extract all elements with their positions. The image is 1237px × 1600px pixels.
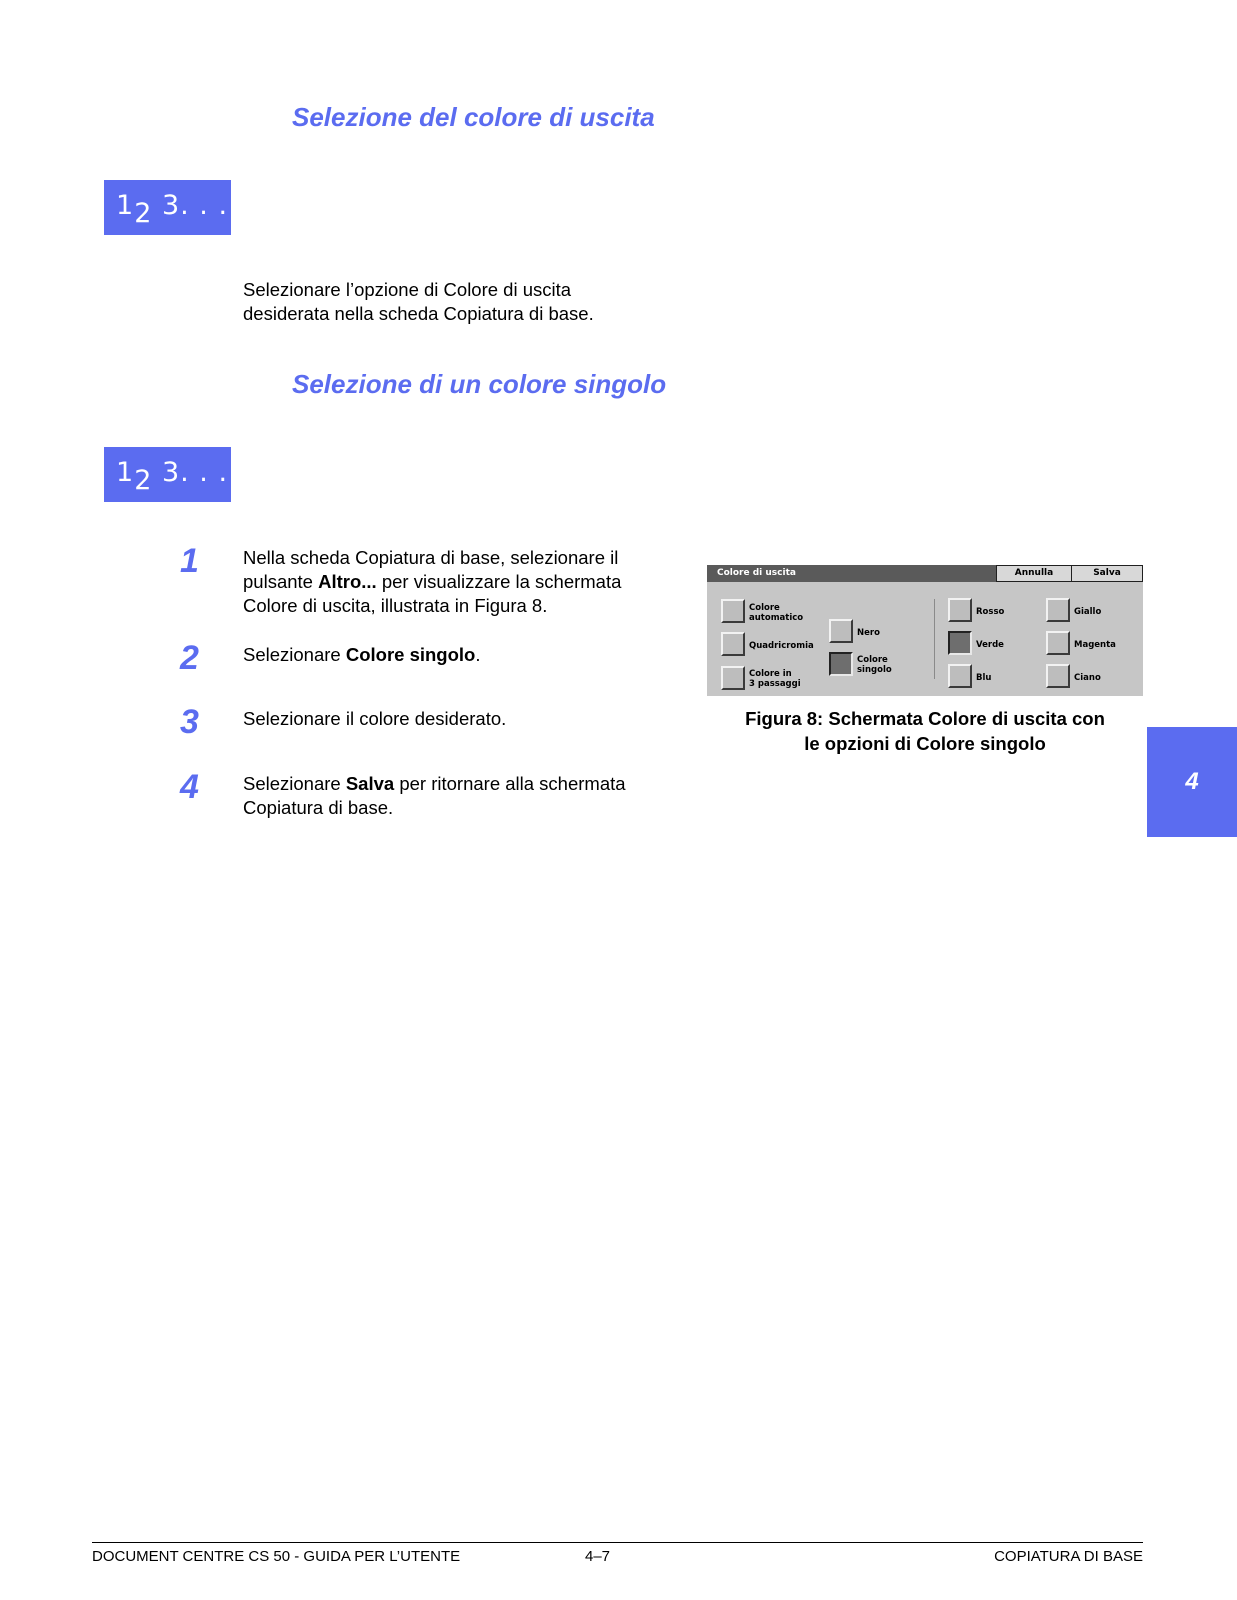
magenta-label: Magenta xyxy=(1074,640,1116,650)
footer-page-number: 4–7 xyxy=(585,1548,611,1565)
procedure-icon xyxy=(104,180,231,235)
red-label: Rosso xyxy=(976,607,1005,617)
black-button[interactable] xyxy=(829,619,853,643)
procedure-icon xyxy=(104,447,231,502)
step-text-run: per ritornare alla schermata xyxy=(394,773,626,794)
step-text-run: . xyxy=(475,644,481,665)
output-color-screen xyxy=(707,565,1143,696)
cyan-label: Ciano xyxy=(1074,673,1101,683)
figure-caption: Figura 8: Schermata Colore di uscita con le opzioni di Colore singolo xyxy=(745,708,1105,754)
step-text-run: Copiatura di base. xyxy=(243,797,394,818)
step-text-run: per visualizzare la schermata xyxy=(376,571,622,592)
auto-color-button[interactable] xyxy=(721,599,745,623)
footer-left: DOCUMENT CENTRE CS 50 - GUIDA PER L’UTENTE xyxy=(92,1548,461,1565)
four-color-label: Quadricromia xyxy=(749,641,814,651)
chapter-tab: 4 xyxy=(1147,727,1237,837)
step-number: 3 xyxy=(180,703,199,741)
step-text-run: Selezionare il colore desiderato. xyxy=(243,708,507,729)
four-color-button[interactable] xyxy=(721,632,745,656)
blue-label: Blu xyxy=(976,673,992,683)
footer-right: COPIATURA DI BASE xyxy=(994,1548,1143,1565)
cyan-button[interactable] xyxy=(1046,664,1070,688)
step-number: 1 xyxy=(180,542,199,580)
step-text-run: Colore di uscita, illustrata in Figura 8. xyxy=(243,595,548,616)
magenta-button[interactable] xyxy=(1046,631,1070,655)
cancel-button[interactable]: Annulla xyxy=(996,565,1072,582)
black-label: Nero xyxy=(857,628,880,638)
step-text xyxy=(243,643,683,667)
blue-button[interactable] xyxy=(948,664,972,688)
green-label: Verde xyxy=(976,640,1004,650)
auto-color-label: Colore automatico xyxy=(749,603,804,623)
yellow-button[interactable] xyxy=(1046,598,1070,622)
step-text-run: pulsante xyxy=(243,571,319,592)
emphasis-text: Altro... xyxy=(318,571,377,592)
step-text xyxy=(243,707,683,731)
step-text-run: Selezionare xyxy=(243,773,346,794)
yellow-label: Giallo xyxy=(1074,607,1102,617)
emphasis-text: Colore singolo xyxy=(345,644,476,665)
section-heading-output-color: Selezione del colore di uscita xyxy=(292,102,655,132)
green-button[interactable] xyxy=(948,631,972,655)
screen-title: Colore di uscita xyxy=(717,568,796,578)
save-button[interactable]: Salva xyxy=(1071,565,1143,582)
step-text xyxy=(243,546,683,618)
intro-paragraph: Selezionare l’opzione di Colore di uscita desiderata nella scheda Copiatura di base. xyxy=(243,279,594,324)
step-number: 4 xyxy=(180,768,199,806)
three-pass-color-label: Colore in 3 passaggi xyxy=(749,669,801,689)
screen-divider xyxy=(934,599,935,679)
procedure-glyph: $1_2$ 3. . . xyxy=(116,457,229,496)
footer-rule xyxy=(92,1542,1143,1543)
red-button[interactable] xyxy=(948,598,972,622)
single-color-label: Colore singolo xyxy=(857,655,892,675)
step-text xyxy=(243,772,683,820)
section-heading-single-color: Selezione di un colore singolo xyxy=(292,369,667,399)
three-pass-color-button[interactable] xyxy=(721,666,745,690)
step-text-run: Selezionare xyxy=(243,644,346,665)
step-text-run: Nella scheda Copiatura di base, selezionare il xyxy=(243,547,619,568)
step-number: 2 xyxy=(180,639,199,677)
procedure-glyph: $1_2$ 3. . . xyxy=(116,190,229,229)
single-color-button[interactable] xyxy=(829,652,853,676)
emphasis-text: Salva xyxy=(345,773,395,794)
